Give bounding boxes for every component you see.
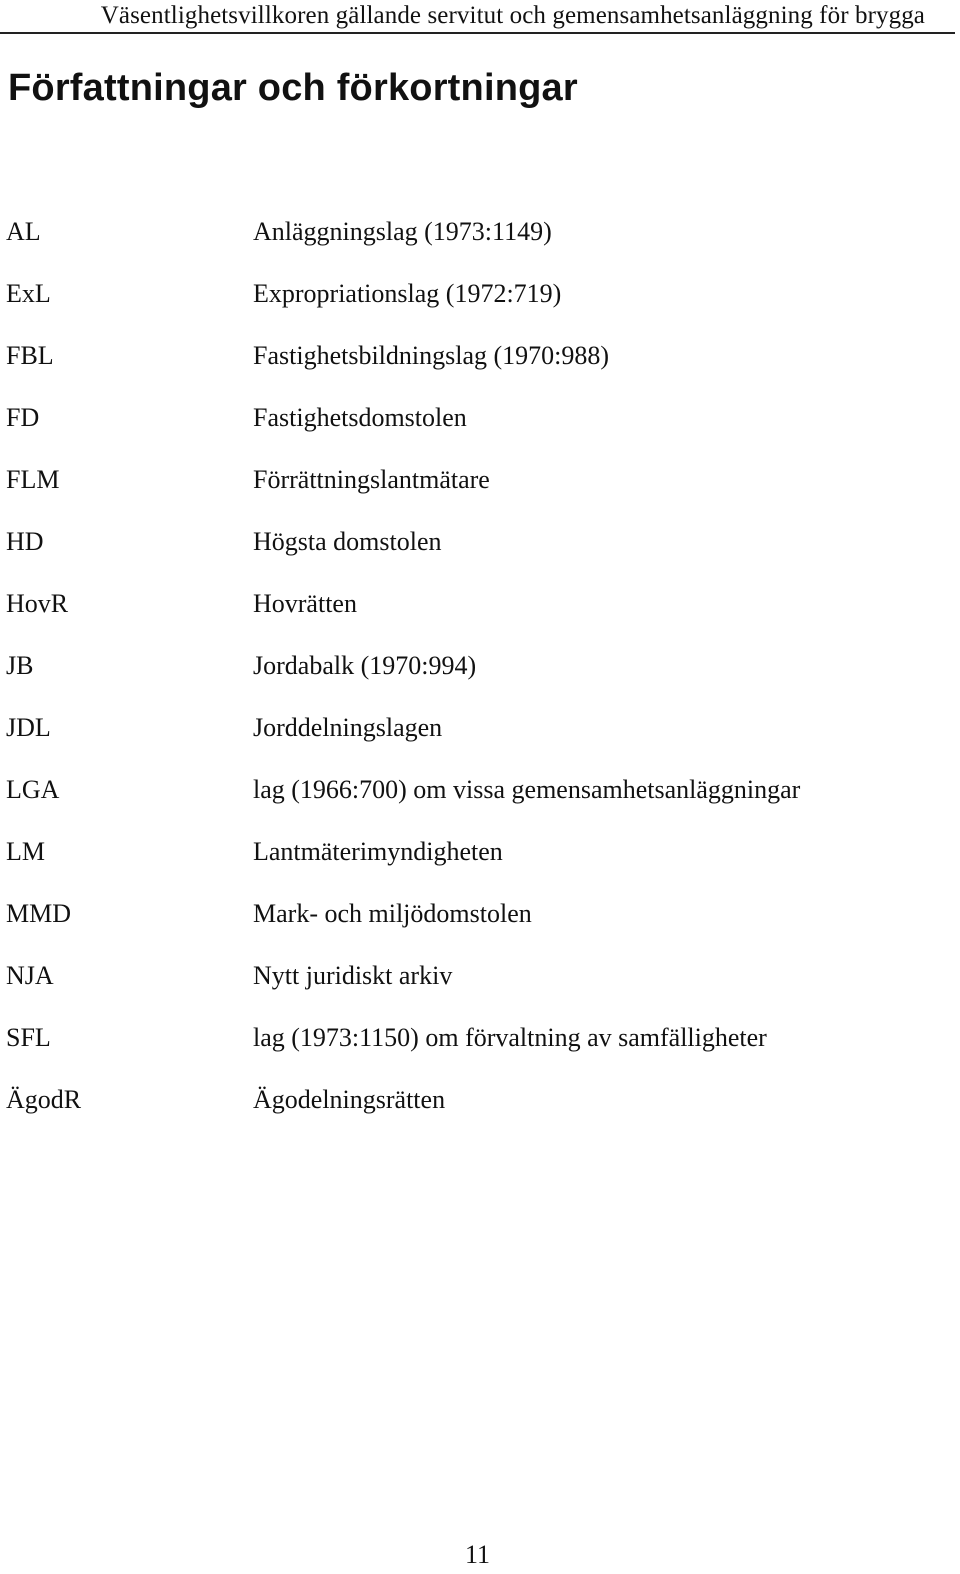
page-number: 11 <box>464 1540 491 1569</box>
section-title: Författningar och förkortningar <box>8 67 578 109</box>
abbreviation-term: FBL <box>6 341 54 370</box>
abbreviation-definition: Ägodelningsrätten <box>253 1085 446 1114</box>
abbreviation-term: ExL <box>6 279 51 308</box>
abbreviation-row <box>6 522 936 584</box>
abbreviation-definition: lag (1973:1150) om förvaltning av samfälligheter <box>253 1023 767 1052</box>
abbreviation-definition: Fastighetsdomstolen <box>253 403 467 432</box>
abbreviation-row <box>6 832 936 894</box>
abbreviation-row <box>6 212 936 274</box>
abbreviation-definition: Högsta domstolen <box>253 527 442 556</box>
abbreviation-definition: Anläggningslag (1973:1149) <box>253 217 552 246</box>
running-header <box>0 0 955 34</box>
abbreviation-list <box>6 212 936 1142</box>
abbreviation-term: LGA <box>6 775 60 804</box>
abbreviation-term: JDL <box>6 713 51 742</box>
running-header-title: Väsentlighetsvillkoren gällande servitut och gemensamhetsanläggning för brygga <box>100 2 925 29</box>
abbreviation-term: SFL <box>6 1023 51 1052</box>
abbreviation-definition: Hovrätten <box>253 589 357 618</box>
abbreviation-term: ÄgodR <box>6 1085 82 1114</box>
abbreviation-definition: lag (1966:700) om vissa gemensamhetsanläggningar <box>253 775 801 804</box>
abbreviation-definition: Jordabalk (1970:994) <box>253 651 477 680</box>
abbreviation-definition: Lantmäterimyndigheten <box>253 837 503 866</box>
abbreviation-row <box>6 956 936 1018</box>
abbreviation-definition: Fastighetsbildningslag (1970:988) <box>253 341 610 370</box>
abbreviation-row <box>6 646 936 708</box>
abbreviation-term: FD <box>6 403 40 432</box>
abbreviation-row <box>6 708 936 770</box>
abbreviation-term: HovR <box>6 589 69 618</box>
abbreviation-row <box>6 894 936 956</box>
abbreviation-term: JB <box>6 651 34 680</box>
abbreviation-term: LM <box>6 837 45 866</box>
abbreviation-row <box>6 274 936 336</box>
abbreviation-term: NJA <box>6 961 54 990</box>
abbreviation-row <box>6 398 936 460</box>
abbreviation-row <box>6 770 936 832</box>
abbreviation-row <box>6 584 936 646</box>
abbreviation-definition: Nytt juridiskt arkiv <box>253 961 453 990</box>
abbreviation-definition: Mark- och miljödomstolen <box>253 899 532 928</box>
abbreviation-row <box>6 1080 936 1142</box>
abbreviation-row <box>6 336 936 398</box>
abbreviation-term: MMD <box>6 899 72 928</box>
abbreviation-definition: Förrättningslantmätare <box>253 465 490 494</box>
abbreviation-term: FLM <box>6 465 60 494</box>
abbreviation-term: HD <box>6 527 44 556</box>
abbreviation-row <box>6 1018 936 1080</box>
abbreviation-definition: Expropriationslag (1972:719) <box>253 279 562 308</box>
abbreviation-term: AL <box>6 217 41 246</box>
abbreviation-row <box>6 460 936 522</box>
abbreviation-definition: Jorddelningslagen <box>253 713 443 742</box>
